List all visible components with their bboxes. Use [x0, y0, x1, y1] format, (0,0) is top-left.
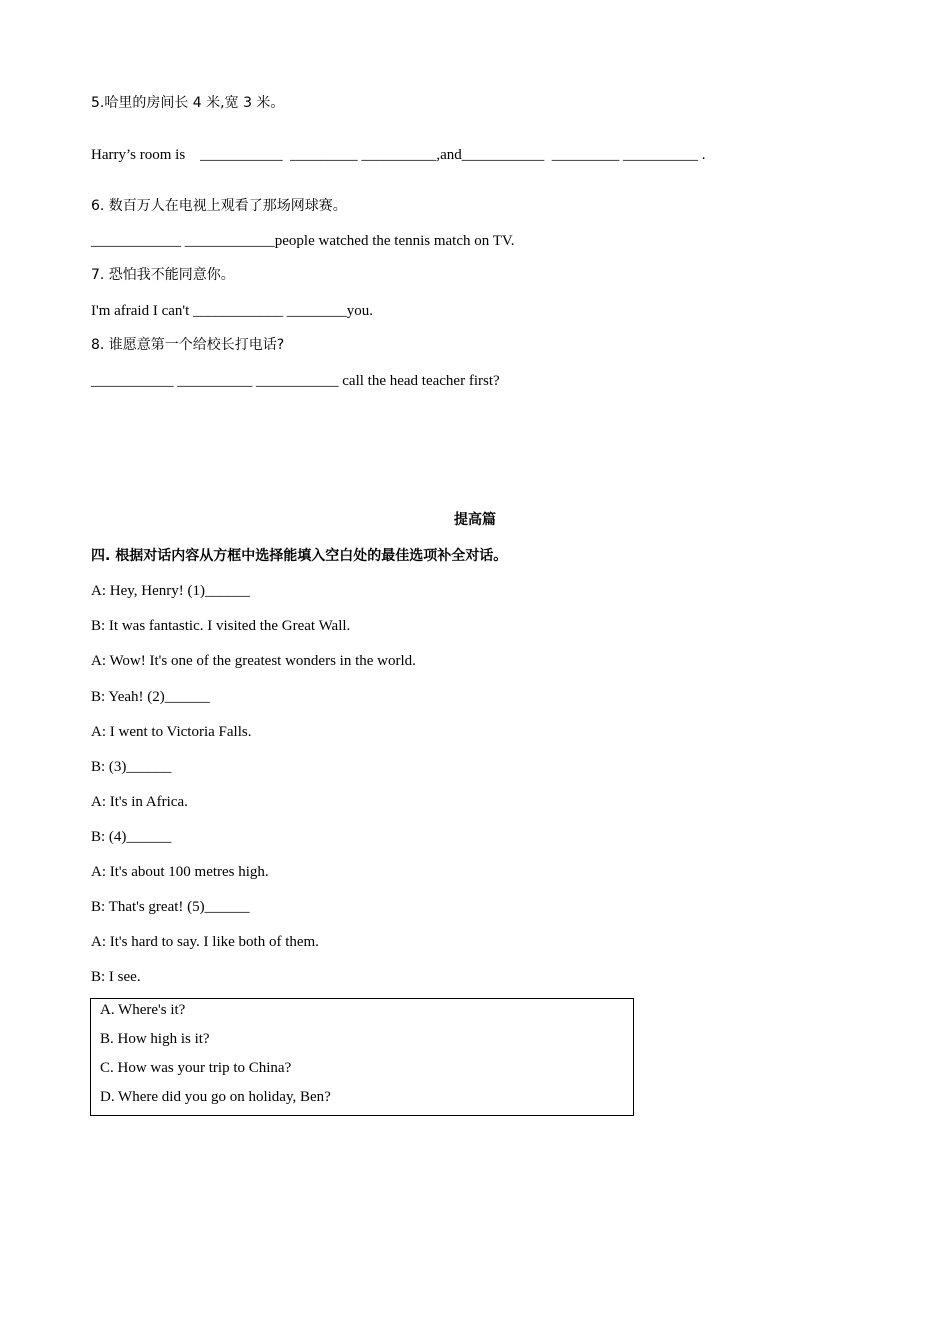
option-c: C. How was your trip to China? — [100, 1060, 292, 1076]
dialogue-line: B: It was fantastic. I visited the Great Wall. — [91, 618, 351, 634]
dialogue-line: A: It's hard to say. I like both of them. — [91, 934, 319, 950]
part4-heading: 四. 根据对话内容从方框中选择能填入空白处的最佳选项补全对话。 — [91, 548, 508, 564]
item-6-answer: ____________ ____________people watched the tennis match on TV. — [91, 233, 515, 249]
item-7-prompt: 7. 恐怕我不能同意你。 — [91, 267, 235, 283]
dialogue-line: B: I see. — [91, 969, 141, 985]
option-a: A. Where's it? — [100, 1002, 186, 1018]
dialogue-line: A: It's in Africa. — [91, 794, 188, 810]
item-7-answer: I'm afraid I can't ____________ ________you. — [91, 303, 374, 319]
dialogue-line: B: Yeah! (2)______ — [91, 689, 210, 705]
dialogue-line: B: (3)______ — [91, 759, 172, 775]
item-5-answer: Harry’s room is ___________ _________ __________,and___________ _________ __________ . — [91, 147, 706, 163]
item-5-prompt: 5.哈里的房间长 4 米,宽 3 米。 — [91, 95, 285, 111]
option-d: D. Where did you go on holiday, Ben? — [100, 1089, 331, 1105]
dialogue-line: A: I went to Victoria Falls. — [91, 724, 252, 740]
dialogue-line: A: Wow! It's one of the greatest wonders in the world. — [91, 653, 416, 669]
dialogue-line: A: It's about 100 metres high. — [91, 864, 269, 880]
dialogue-line: A: Hey, Henry! (1)______ — [91, 583, 250, 599]
section-title: 提高篇 — [454, 512, 496, 528]
options-box — [90, 998, 634, 1116]
item-8-answer: ___________ __________ ___________ call the head teacher first? — [91, 373, 500, 389]
dialogue-line: B: (4)______ — [91, 829, 172, 845]
dialogue-line: B: That's great! (5)______ — [91, 899, 250, 915]
option-b: B. How high is it? — [100, 1031, 210, 1047]
item-8-prompt: 8. 谁愿意第一个给校长打电话? — [91, 337, 285, 353]
item-6-prompt: 6. 数百万人在电视上观看了那场网球赛。 — [91, 198, 347, 214]
